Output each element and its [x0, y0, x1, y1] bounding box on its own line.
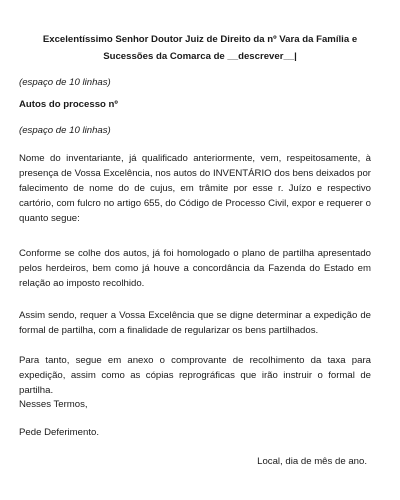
document-title-line-1: Excelentíssimo Senhor Doutor Juiz de Direito da nº Vara da Família e	[42, 34, 358, 45]
document-title-line-2: Sucessões da Comarca de __descrever__|	[103, 51, 297, 62]
spacer-note-2: (espaço de 10 linhas)	[19, 125, 111, 136]
spacer-note-1: (espaço de 10 linhas)	[19, 77, 111, 88]
paragraph-4: Para tanto, segue em anexo o comprovante de recolhimento da taxa para expedição, assim como as cópias reprográficas que irão instruir o formal de partilha.	[19, 355, 371, 396]
case-reference: Autos do processo nº	[19, 99, 118, 110]
closing-request: Pede Deferimento.	[19, 427, 99, 438]
place-date: Local, dia de mês de ano.	[257, 456, 367, 467]
closing-terms: Nesses Termos,	[19, 399, 88, 410]
paragraph-1: Nome do inventariante, já qualificado anteriormente, vem, respeitosamente, à presença de Vossa Excelência, nos autos do INVENTÁRIO dos bens deixados por falecimento de nome do de cujus, em trâmite por esse r. Juízo e respectivo cartório, com fulcro no artigo 655, do Código de Processo Civil, expor e requerer o quanto segue:	[19, 153, 371, 224]
paragraph-3: Assim sendo, requer a Vossa Excelência que se digne determinar a expedição de formal de partilha, com a finalidade de regularizar os bens partilhados.	[19, 310, 371, 336]
paragraph-2: Conforme se colhe dos autos, já foi homologado o plano de partilha apresentado pelos herdeiros, bem como já houve a concordância da Fazenda do Estado em relação ao imposto recolhido.	[19, 248, 371, 289]
